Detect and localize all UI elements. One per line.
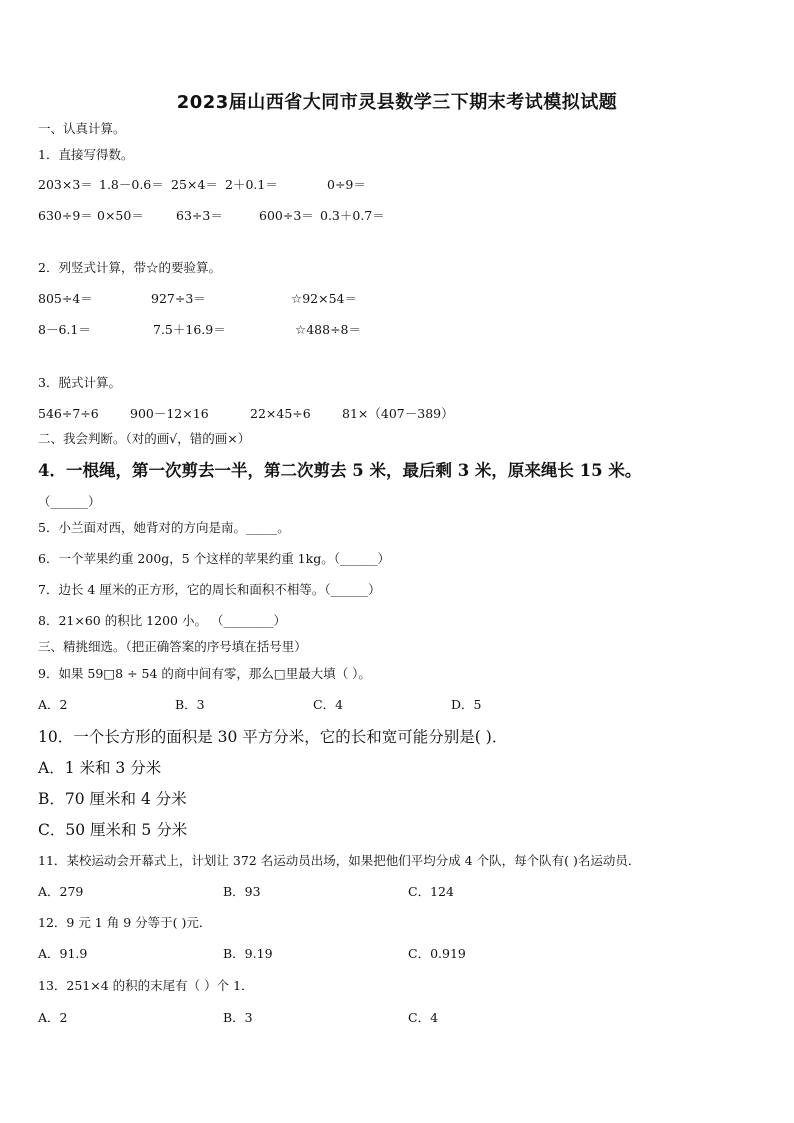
q2-item: ☆488÷8＝	[295, 322, 361, 337]
q9-option-a[interactable]: A．2	[38, 697, 68, 712]
q2-item: 8－6.1＝	[38, 322, 91, 337]
q9-option-c[interactable]: C．4	[313, 697, 344, 712]
q3-item: 22×45÷6	[250, 406, 311, 421]
q1-item: 1.8－0.6＝	[99, 177, 164, 192]
question-13: 13．251×4 的积的末尾有（ ）个 1．	[38, 978, 254, 993]
section-3-heading: 三、精挑细选。（把正确答案的序号填在括号里）	[38, 639, 307, 654]
question-4: 4．一根绳，第一次剪去一半，第二次剪去 5 米，最后剩 3 米，原来绳长 15 米。	[38, 461, 642, 480]
q3-item: 546÷7÷6	[38, 406, 99, 421]
q13-option-a[interactable]: A．2	[38, 1010, 68, 1025]
q12-option-a[interactable]: A．91.9	[38, 946, 88, 961]
q11-option-c[interactable]: C．124	[408, 884, 454, 899]
q2-item: 805÷4＝	[38, 291, 93, 306]
q1-item: 0.3＋0.7＝	[320, 208, 385, 223]
q1-item: 25×4＝	[171, 177, 218, 192]
question-7: 7．边长 4 厘米的正方形，它的周长和面积不相等。（______）	[38, 582, 381, 597]
q10-option-b[interactable]: B．70 厘米和 4 分米	[38, 790, 187, 808]
q13-option-c[interactable]: C．4	[408, 1010, 439, 1025]
question-9: 9．如果 59□8 ÷ 54 的商中间有零，那么□里最大填（ ）。	[38, 666, 371, 681]
question-3-label: 3．脱式计算。	[38, 375, 121, 390]
q12-option-c[interactable]: C．0.919	[408, 946, 466, 961]
question-8: 8．21×60 的积比 1200 小。 （________）	[38, 613, 286, 628]
question-10: 10．一个长方形的面积是 30 平方分米，它的长和宽可能分别是( )．	[38, 728, 508, 746]
q9-option-d[interactable]: D．5	[451, 697, 482, 712]
question-1-label: 1．直接写得数。	[38, 147, 134, 162]
q1-item: 600÷3＝	[259, 208, 314, 223]
q10-option-a[interactable]: A．1 米和 3 分米	[38, 759, 162, 777]
q11-option-a[interactable]: A．279	[38, 884, 84, 899]
q13-option-b[interactable]: B．3	[223, 1010, 253, 1025]
q1-item: 630÷9＝	[38, 208, 93, 223]
q1-item: 0÷9＝	[327, 177, 366, 192]
question-2-label: 2．列竖式计算，带☆的要验算。	[38, 260, 221, 275]
q2-item: 927÷3＝	[151, 291, 206, 306]
q2-item: 7.5＋16.9＝	[153, 322, 226, 337]
q10-option-c[interactable]: C．50 厘米和 5 分米	[38, 821, 188, 839]
q1-item: 2＋0.1＝	[225, 177, 278, 192]
page-title: 2023届山西省大同市灵县数学三下期末考试模拟试题	[176, 92, 618, 113]
q11-option-b[interactable]: B．93	[223, 884, 261, 899]
question-5: 5．小兰面对西，她背对的方向是南。_____。	[38, 520, 290, 535]
q1-item: 203×3＝	[38, 177, 93, 192]
section-1-heading: 一、认真计算。	[38, 121, 126, 136]
question-12: 12．9 元 1 角 9 分等于( )元．	[38, 915, 212, 930]
q9-option-b[interactable]: B．3	[175, 697, 205, 712]
section-2-heading: 二、我会判断。（对的画√，错的画×）	[38, 431, 251, 446]
q2-item: ☆92×54＝	[291, 291, 357, 306]
question-4-blank[interactable]: （______）	[38, 494, 101, 509]
q3-item: 81×（407－389）	[342, 406, 454, 421]
q1-item: 63÷3＝	[176, 208, 223, 223]
question-6: 6．一个苹果约重 200g，5 个这样的苹果约重 1kg。（______）	[38, 551, 390, 566]
q12-option-b[interactable]: B．9.19	[223, 946, 273, 961]
question-11: 11．某校运动会开幕式上，计划让 372 名运动员出场，如果把他们平均分成 4 个队，每个队有( )名运动员．	[38, 853, 641, 868]
q3-item: 900－12×16	[130, 406, 209, 421]
q1-item: 0×50＝	[97, 208, 144, 223]
